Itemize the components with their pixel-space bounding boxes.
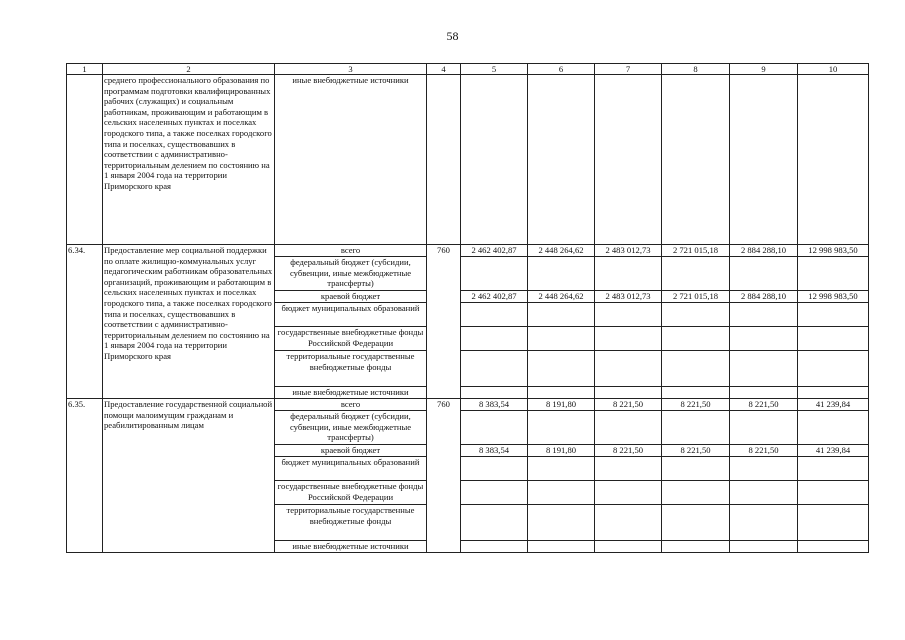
value-cell: 2 721 015,18 [662, 245, 730, 257]
item-description: среднего профессионального образования по программам подготовки квалифицированных рабочих (служащих) и социальным работникам, проживающим и работающим в сельских населенных пунктах и поселках городского типа, а также поселках городского типа и поселках, существовавших в соответствии с административно-территориальным делением по состоянию на 1 января 2004 года на территории Приморского края [103, 75, 275, 245]
funding-source: иные внебюджетные источники [275, 75, 427, 245]
value-cell: 2 483 012,73 [595, 245, 662, 257]
value-cell: 41 239,84 [798, 445, 869, 457]
column-header: 10 [798, 64, 869, 75]
item-code: 6.35. [67, 399, 103, 553]
value-cell: 2 483 012,73 [595, 291, 662, 303]
value-cell: 8 221,50 [595, 399, 662, 411]
value-cell: 8 383,54 [461, 399, 528, 411]
value-cell: 2 448 264,62 [528, 291, 595, 303]
value-cell: 8 221,50 [730, 445, 798, 457]
funding-source: краевой бюджет [275, 291, 427, 303]
value-cell: 2 462 402,87 [461, 291, 528, 303]
item-code [67, 75, 103, 245]
value-cell: 12 998 983,50 [798, 245, 869, 257]
funding-source: краевой бюджет [275, 445, 427, 457]
column-header: 9 [730, 64, 798, 75]
column-header: 4 [427, 64, 461, 75]
item-code: 6.34. [67, 245, 103, 399]
value-cell: 8 383,54 [461, 445, 528, 457]
value-cell: 41 239,84 [798, 399, 869, 411]
table-row [67, 245, 869, 257]
value-cell: 2 721 015,18 [662, 291, 730, 303]
code-cell: 760 [427, 399, 461, 411]
funding-source: иные внебюджетные источники [275, 387, 427, 399]
funding-source: государственные внебюджетные фонды Российской Федерации [275, 481, 427, 505]
header-row [67, 64, 869, 75]
value-cell: 8 191,80 [528, 399, 595, 411]
item-description: Предоставление государственной социальной помощи малоимущим гражданам и реабилитированным лицам [103, 399, 275, 553]
program-table [66, 63, 869, 553]
table-row [67, 399, 869, 411]
code-cell: 760 [427, 245, 461, 257]
value-cell: 2 448 264,62 [528, 245, 595, 257]
funding-source: федеральный бюджет (субсидии, субвенции, иные межбюджетные трансферты) [275, 257, 427, 291]
column-header: 1 [67, 64, 103, 75]
column-header: 2 [103, 64, 275, 75]
column-header: 7 [595, 64, 662, 75]
column-header: 3 [275, 64, 427, 75]
column-header: 8 [662, 64, 730, 75]
value-cell: 12 998 983,50 [798, 291, 869, 303]
value-cell: 2 462 402,87 [461, 245, 528, 257]
column-header: 5 [461, 64, 528, 75]
funding-source: бюджет муниципальных образований [275, 303, 427, 327]
value-cell: 8 221,50 [730, 399, 798, 411]
funding-source: всего [275, 245, 427, 257]
funding-source: иные внебюджетные источники [275, 541, 427, 553]
value-cell: 2 884 288,10 [730, 245, 798, 257]
funding-source: территориальные государственные внебюджетные фонды [275, 505, 427, 541]
value-cell: 8 221,50 [662, 399, 730, 411]
value-cell: 8 191,80 [528, 445, 595, 457]
item-description: Предоставление мер социальной поддержки по оплате жилищно-коммунальных услуг педагогическим работникам образовательных организаций, проживающим и работающим в сельских населенных пунктах и поселках городского типа, а также поселках городского типа и поселках, существовавших в соответствии с административно-территориальным делением по состоянию на 1 января 2004 года на территории Приморского края [103, 245, 275, 399]
column-header: 6 [528, 64, 595, 75]
funding-source: бюджет муниципальных образований [275, 457, 427, 481]
value-cell: 8 221,50 [662, 445, 730, 457]
funding-source: территориальные государственные внебюджетные фонды [275, 351, 427, 387]
funding-source: всего [275, 399, 427, 411]
table-row [67, 75, 869, 245]
value-cell: 8 221,50 [595, 445, 662, 457]
page-number: 58 [446, 29, 459, 43]
funding-source: государственные внебюджетные фонды Российской Федерации [275, 327, 427, 351]
value-cell: 2 884 288,10 [730, 291, 798, 303]
funding-source: федеральный бюджет (субсидии, субвенции, иные межбюджетные трансферты) [275, 411, 427, 445]
